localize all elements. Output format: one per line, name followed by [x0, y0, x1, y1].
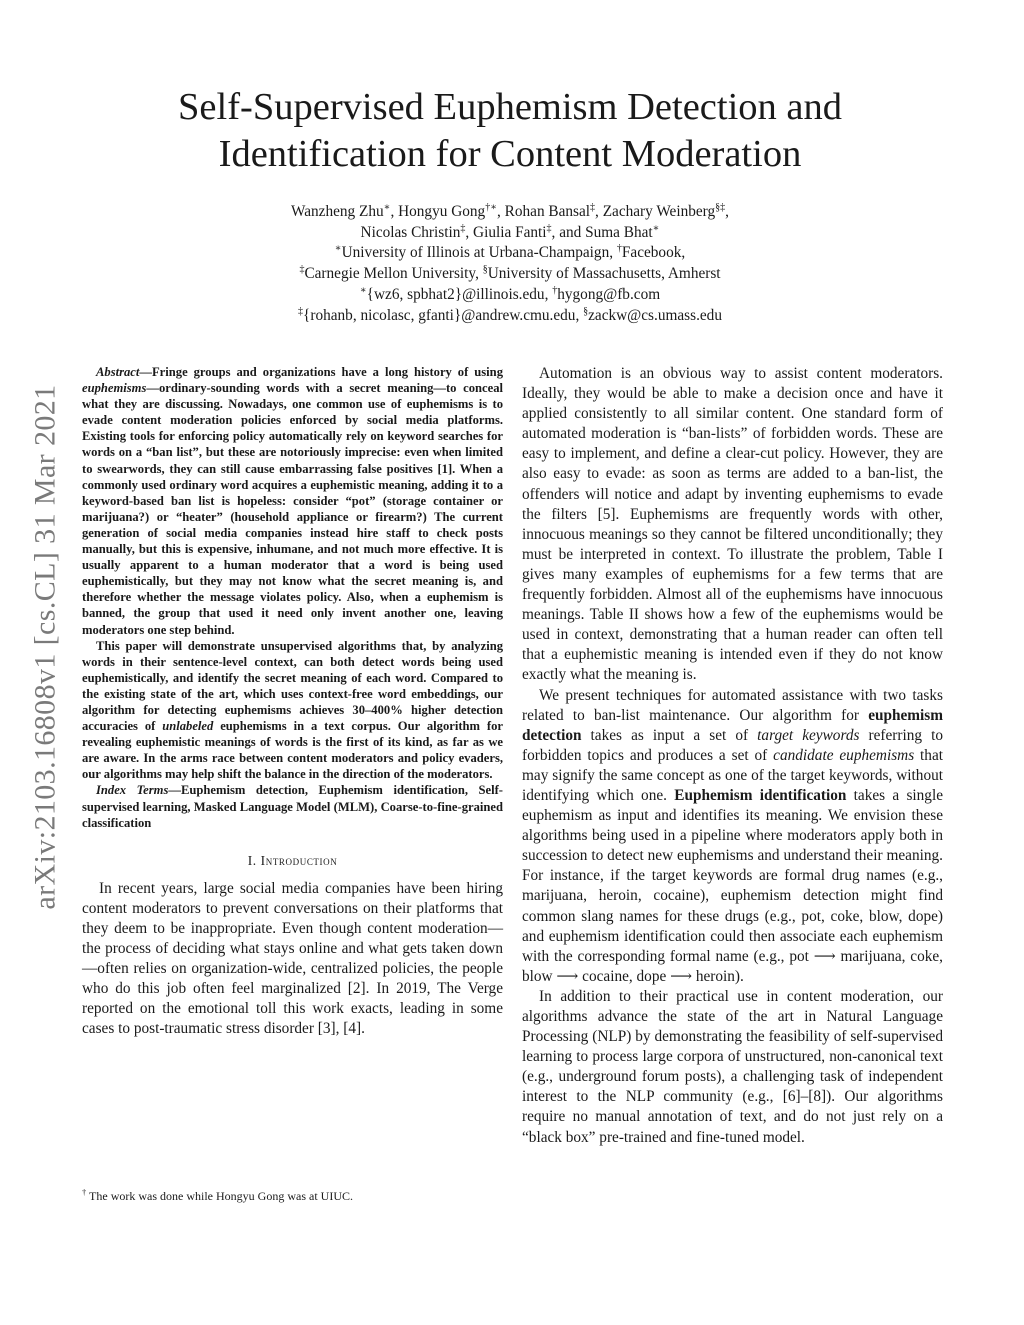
- author-name: Wanzheng Zhu: [291, 203, 384, 220]
- author-name: , Rohan Bansal: [497, 203, 591, 220]
- author-name: , Giulia Fanti: [465, 223, 547, 241]
- section-heading-introduction: [82, 853, 503, 869]
- body-text: referring to forbidden topics and produces a set of: [522, 726, 943, 764]
- index-terms-label: Index Terms: [96, 783, 169, 798]
- email-line-2: [130, 306, 890, 327]
- arxiv-id-text: arXiv:2103.16808v1 [cs.CL] 31 Mar 2021: [29, 384, 63, 910]
- separator: ,: [725, 203, 729, 220]
- affiliation-mark: ‡: [546, 222, 552, 234]
- right-column: [522, 364, 943, 1148]
- intro-paragraph-4: In addition to their practical use in content moderation, our algorithms advance the state of the art in Natural Language Processing (NLP) by demonstrating the feasibility of self-supervised learning to process large corpora of unstructured, non-canonical text (e.g., underground forum posts), a challenging task of independent interest to the NLP community (e.g., [6]–[8]). Our algorithms require no manual annotation of text, and do not just rely on a “black box” pre-trained and fine-tuned model.: [522, 987, 943, 1146]
- body-text: We present techniques for automated assistance with two tasks related to ban-list maintenance. Our algorithm for: [522, 686, 943, 724]
- author-name: , Hongyu Gong: [390, 203, 486, 220]
- intro-paragraph-2: Automation is an obvious way to assist content moderators. Ideally, they would be able to make a decision once and have it applied consistently to all similar content. One standard form of automated moderation is “ban-lists” of forbidden words. These are easy to implement, and define a clear-cut policy. However, they are also easy to evade: as soon as terms are added to a ban-list, the offenders will notice and adapt by inventing euphemisms to evade the filters [5]. Euphemisms are frequently words with other, innocuous meanings so they cannot be filtered unconditionally; they must be interpreted in context. To illustrate the problem, Table I gives many examples of euphemisms for a few terms that are frequently forbidden. Almost all of the euphemisms have innocuous meanings. Table II shows how a few of the euphemisms would be used in context, demonstrating that a human reader can often tell that a euphemistic meaning is intended even if they do not know exactly what the meaning is.: [522, 365, 943, 684]
- author-line-1: [130, 202, 890, 223]
- left-column: [82, 364, 503, 1039]
- affiliation-mark: †: [616, 243, 622, 255]
- affiliation-mark: ∗: [334, 243, 342, 255]
- term-candidate-euphemisms: candidate euphemisms: [773, 746, 915, 764]
- footnote-text: The work was done while Hongyu Gong was at UIUC.: [86, 1189, 353, 1203]
- section-title: Introduction: [260, 852, 338, 868]
- term-target-keywords: target keywords: [757, 726, 860, 744]
- abstract-emphasis: unlabeled: [162, 719, 214, 734]
- body-text: that may signify the same concept as one of the target keywords, without identifying which one.: [522, 746, 943, 804]
- affiliation-mark: ‡: [299, 264, 305, 276]
- abstract-text: —ordinary-sounding words with a secret meaning—to conceal what they are discussing. Nowadays, one common use of euphemisms is to evade content moderation policies enforced by social media platforms. Existing tools for enforcing policy automatically rely on keyword searches for words on a “ban list”, but these are notoriously imprecise: even when limited to swearwords, they can still cause embarrassing false positives [1]. When a commonly used ordinary word acquires a euphemistic meaning, adding it to a keyword-based ban list is hopeless: consider “pot” (storage container or marijuana?) or “heater” (household appliance or firearm?) The current generation of social media companies instead hire staff to check posts manually, but this is expensive, inhumane, and not much more effective. It is usually apparent to a human moderator that a word is being used euphemistically, but they may not know what the secret meaning is, and therefore whether the message violates policy. Also, when a euphemism is banned, the group that used it need only invent another one, leaving moderators one step behind.: [82, 381, 503, 637]
- index-terms-text: —Euphemism detection, Euphemism identification, Self-supervised learning, Masked Language Model (MLM), Coarse-to-fine-grained classification: [82, 783, 503, 830]
- abstract-paragraph-2: [82, 638, 503, 783]
- intro-paragraph-1: In recent years, large social media companies have been hiring content moderators to prevent conversations on their platforms that they deem to be inappropriate. Even though content moderation—the process of deciding what stays online and what gets taken down—often relies on organization-wide, centralized policies, the people who do this job often feel marginalized [2]. In 2019, The Verge reported on the emotional toll this work exacts, leading in some cases to post-traumatic stress disorder [3], [4].: [82, 879, 503, 1038]
- email-text: zackw@cs.umass.edu: [588, 306, 722, 324]
- title-line-1: Self-Supervised Euphemism Detection and: [178, 86, 842, 128]
- footnote: [82, 1185, 503, 1204]
- affiliation-mark: §: [583, 305, 589, 317]
- section-number: I.: [247, 852, 261, 868]
- abstract-text: This paper will demonstrate unsupervised algorithms that, by analyzing words in their sentence-level context, can both detect words being used euphemistically, and identify the secret meaning of each word. Compared to the existing state of the art, which uses context-free word embeddings, our algorithm for detecting euphemisms achieves 30–400% higher detection accuracies of: [82, 638, 503, 734]
- intro-paragraph-3: [522, 686, 943, 987]
- author-block: [130, 202, 890, 326]
- affiliation-line-2: [130, 264, 890, 285]
- footnote-mark: †: [82, 1187, 87, 1197]
- body-text: takes as input a set of: [581, 726, 758, 744]
- body-text: takes a single euphemism as input and identifies its meaning. We envision these algorithms being used in a pipeline where moderators apply both in succession to detect new euphemisms and understand their meaning. For instance, if the target keywords are formal drug names (e.g., marijuana, heroin, cocaine), euphemism detection might find common slang names for these drugs (e.g., pot, coke, blow, dope) and euphemism identification could then associate each euphemism with the corresponding formal name (e.g., pot ⟶ marijuana, coke, blow ⟶ cocaine, dope ⟶ heroin).: [522, 786, 943, 985]
- affiliation-mark: §‡: [715, 201, 726, 213]
- email-text: {wz6, spbhat2}@illinois.edu,: [366, 285, 553, 303]
- paper-title: [110, 84, 910, 178]
- affiliation-text: University of Massachusetts, Amherst: [487, 265, 721, 283]
- affiliation-mark: ∗: [383, 201, 391, 213]
- title-line-2: Identification for Content Moderation: [218, 133, 802, 175]
- abstract-emphasis: euphemisms: [82, 381, 147, 396]
- author-name: , and Suma Bhat: [551, 223, 653, 241]
- term-euphemism-detection: euphemism detection: [522, 706, 943, 744]
- affiliation-mark: §: [482, 264, 488, 276]
- email-text: hygong@fb.com: [557, 285, 661, 303]
- affiliation-mark: †: [552, 284, 558, 296]
- affiliation-text: University of Illinois at Urbana-Champaign,: [341, 244, 617, 262]
- email-text: {rohanb, nicolasc, gfanti}@andrew.cmu.edu,: [303, 306, 584, 324]
- affiliation-text: Carnegie Mellon University,: [304, 265, 483, 283]
- abstract-text: —Fringe groups and organizations have a long history of using: [139, 365, 503, 379]
- abstract-text: euphemisms in a text corpus. Our algorithm for revealing euphemistic meanings of words is the first of its kind, as far as we are aware. In the arms race between content moderators and policy evaders, our algorithms may help shift the balance in the direction of the moderators.: [82, 719, 503, 782]
- term-euphemism-identification: Euphemism identification: [674, 786, 847, 804]
- author-name: , Zachary Weinberg: [595, 203, 716, 220]
- arxiv-identifier: [28, 352, 64, 942]
- affiliation-mark: ∗: [652, 222, 660, 234]
- affiliation-text: Facebook,: [621, 244, 686, 262]
- index-terms: [82, 782, 503, 830]
- author-name: Nicolas Christin: [360, 223, 461, 241]
- affiliation-mark: ‡: [298, 305, 304, 317]
- affiliation-mark: ‡: [590, 201, 596, 213]
- affiliation-mark: ∗: [359, 284, 367, 296]
- email-line-1: [130, 285, 890, 306]
- abstract-paragraph-1: [82, 364, 503, 638]
- affiliation-mark: †∗: [485, 201, 497, 213]
- author-line-2: [130, 223, 890, 244]
- affiliation-mark: ‡: [460, 222, 466, 234]
- abstract-label: Abstract: [96, 365, 140, 379]
- affiliation-line-1: [130, 243, 890, 264]
